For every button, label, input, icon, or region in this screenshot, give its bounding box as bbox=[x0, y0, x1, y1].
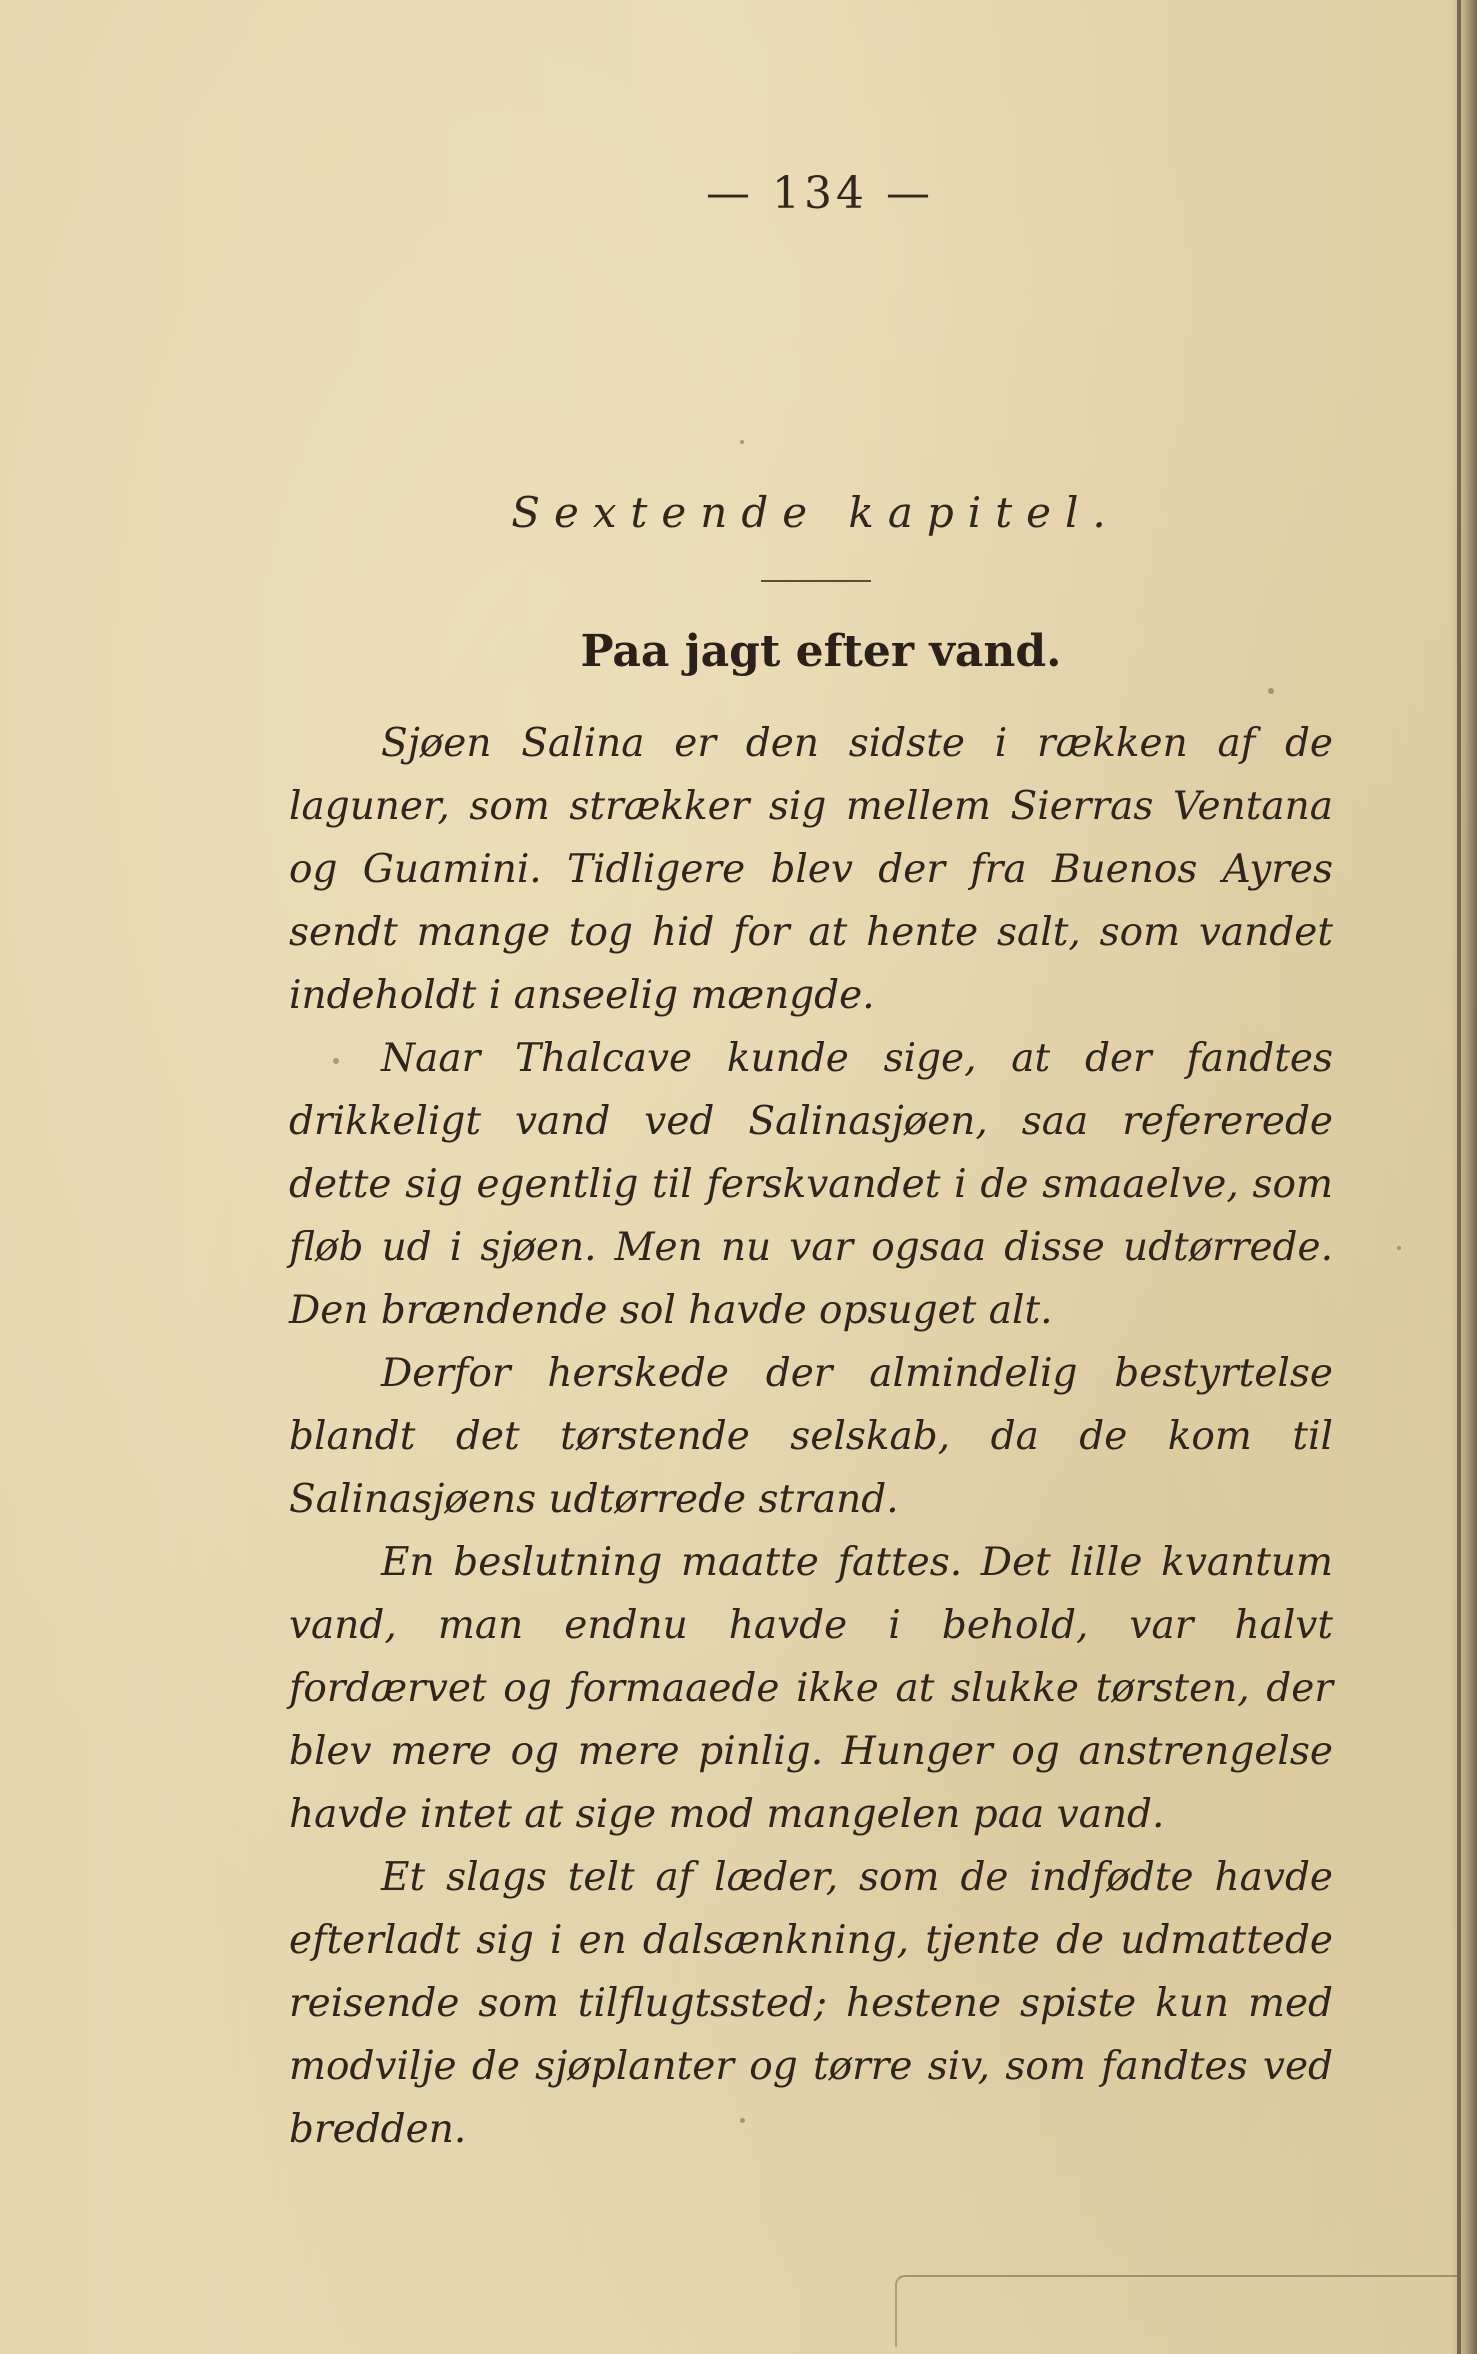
spine-edge bbox=[1457, 0, 1461, 2354]
paragraph: Derfor herskede der almindelig bestyrtelse blandt det tørstende selskab, da de kom til Salinasjøens udtørrede strand. bbox=[289, 1351, 1333, 1522]
paragraph: Et slags telt af læder, som de indfødte havde efterladt sig i en dalsænkning, tjente de udmattede reisende som tilflugtssted; hestene spiste kun med modvilje de sjøplanter og tørre siv, som fandtes ved bredden. bbox=[289, 1855, 1333, 2152]
section-title: Paa jagt efter vand. bbox=[580, 626, 1062, 677]
paragraph: En beslutning maatte fattes. Det lille kvantum vand, man endnu havde i behold, var halvt fordærvet og formaaede ikke at slukke tørsten, der blev mere og mere pinlig. Hunger og anstrengelse havde intet at sige mod mangelen paa vand. bbox=[289, 1540, 1333, 1837]
spine-shadow bbox=[1451, 0, 1477, 2354]
paper-speck bbox=[740, 440, 744, 444]
paragraph: Sjøen Salina er den sidste i rækken af de laguner, som strækker sig mellem Sierras Ventana og Guamini. Tidligere blev der fra Buenos Ayres sendt mange tog hid for at hente salt, som vandet indeholdt i anseelig mængde. bbox=[289, 721, 1333, 1018]
page-fold-mark bbox=[895, 2275, 1457, 2347]
paragraph: Naar Thalcave kunde sige, at der fandtes drikkeligt vand ved Salinasjøen, saa refererede dette sig egentlig til ferskvandet i de smaaelve, som fløb ud i sjøen. Men nu var ogsaa disse udtørrede. Den brændende sol havde opsuget alt. bbox=[289, 1036, 1333, 1333]
paper-speck bbox=[1397, 1246, 1401, 1250]
paper-speck bbox=[1268, 688, 1274, 694]
body-text bbox=[289, 712, 1333, 2161]
title-divider bbox=[761, 580, 871, 582]
page-number: — 134 — bbox=[706, 168, 934, 219]
chapter-title: Sextende kapitel. bbox=[511, 488, 1120, 537]
